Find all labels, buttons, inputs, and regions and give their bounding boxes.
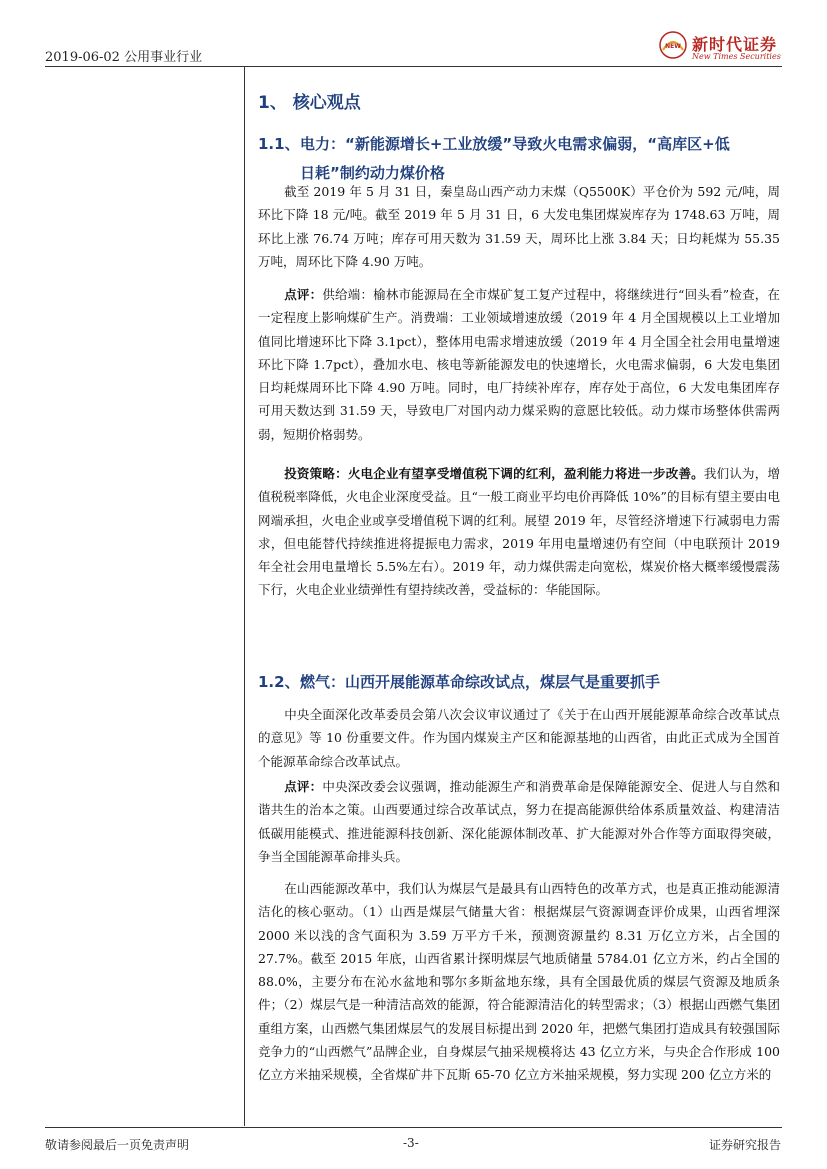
section-1-2-heading	[258, 668, 660, 696]
section-1-2-number: 1.2、	[258, 673, 300, 691]
comment-label: 点评：	[284, 779, 323, 794]
strategy-text: 我们认为，增值税税率降低，火电企业深度受益。且“一般工商业平均电价再降低 10%”的目标有望主要由电网端承担，火电企业或享受增值税下调的红利。展望 2019 年，尽管经济增速下行减弱电力需求，但电能替代持续推进将提振电力需求，2019 年用电量增速仍有空间（中电联预计 2019 年全社会用电量增长 5.5%左右）。2019 年，动力煤供需走向宽松，煤炭价格大概率缓慢震荡下行，火电企业业绩弹性有望持续改善，受益标的：华能国际。	[258, 466, 780, 598]
company-logo	[658, 30, 788, 64]
strategy-bold-text: 火电企业有望享受增值税下调的红利，盈利能力将进一步改善。	[347, 466, 704, 481]
paragraph-comment-gas	[258, 775, 780, 868]
page-number: -3-	[403, 1136, 419, 1150]
paragraph-investment-strategy	[258, 462, 780, 602]
logo-mark-icon	[658, 30, 688, 60]
header-rule	[45, 66, 782, 67]
paragraph-coalbed-methane	[258, 877, 780, 1087]
section-1-1-title-line2: 日耗”制约动力煤价格	[300, 164, 445, 182]
logo-english-name: New Times Securities	[692, 52, 781, 61]
strategy-label: 投资策略：	[284, 466, 348, 481]
section-1-1-heading	[258, 130, 730, 158]
section-1-2-title: 燃气：山西开展能源革命综改试点，煤层气是重要抓手	[300, 673, 661, 691]
paragraph-text: 截至 2019 年 5 月 31 日，秦皇岛山西产动力末煤（Q5500K）平仓价为 592 元/吨，周环比下降 18 元/吨。截至 2019 年 5 月 31 日，6 大发电集团煤炭库存为 1748.63 万吨，周环比上涨 76.74 万吨；库存可用天数为 31.59 天，周环比上涨 3.84 天；日均耗煤为 55.35 万吨，周环比下降 4.90 万吨。	[258, 184, 780, 269]
logo-chinese-name: 新时代证券	[692, 35, 778, 54]
footer-disclaimer: 敬请参阅最后一页免责声明	[45, 1138, 190, 1152]
comment-text: 中央深改委会议强调，推动能源生产和消费革命是保障能源安全、促进人与自然和谐共生的治本之策。山西要通过综合改革试点，努力在提高能源供给体系质量效益、构建清洁低碳用能模式、推进能源科技创新、深化能源体制改革、扩大能源对外合作等方面取得突破，争当全国能源革命排头兵。	[258, 779, 780, 864]
paragraph-comment-power	[258, 283, 780, 446]
header-date-sector: 2019-06-02 公用事业行业	[45, 50, 203, 65]
section-1-1-number: 1.1、	[258, 135, 300, 153]
comment-text: 供给端：榆林市能源局在全市煤矿复工复产过程中，将继续进行“回头看”检查，在一定程度上影响煤矿生产。消费端：工业领域增速放缓（2019 年 4 月全国规模以上工业增加值同比增速环比下降 3.1pct），整体用电需求增速放缓（2019 年 4 月全国全社会用电量增速环比下降 1.7pct），叠加水电、核电等新能源发电的快速增长，火电需求偏弱，6 大发电集团日均耗煤周环比下降 4.90 万吨。同时，电厂持续补库存，库存处于高位，6 大发电集团库存可用天数达到 31.59 天，导致电厂对国内动力煤采购的意愿比较低。动力煤市场整体供需两弱，短期价格弱势。	[258, 287, 780, 442]
footer-rule	[45, 1127, 782, 1128]
svg-text:NEW: NEW	[665, 43, 681, 50]
paragraph-coal-price	[258, 180, 780, 273]
section-1-1-title-line1: 电力：“新能源增长+工业放缓”导致火电需求偏弱，“高库区+低	[300, 135, 730, 153]
left-margin-rule	[244, 66, 245, 1126]
section-1-heading: 1、 核心观点	[258, 93, 361, 113]
paragraph-reform-pilot	[258, 703, 780, 773]
comment-label: 点评：	[284, 287, 323, 302]
footer-report-type: 证券研究报告	[708, 1138, 781, 1152]
paragraph-text: 中央全面深化改革委员会第八次会议审议通过了《关于在山西开展能源革命综合改革试点的意见》等 10 份重要文件。作为国内煤炭主产区和能源基地的山西省，由此正式成为全国首个能源革命综合改革试点。	[258, 707, 780, 769]
paragraph-text: 在山西能源改革中，我们认为煤层气是最具有山西特色的改革方式，也是真正推动能源清洁化的核心驱动。（1）山西是煤层气储量大省：根据煤层气资源调查评价成果，山西省埋深 2000 米以浅的含气面积为 3.59 万平方千米，预测资源量约 8.31 万亿立方米，占全国的 27.7%。截至 2015 年底，山西省累计探明煤层气地质储量 5784.01 亿立方米，约占全国的 88.0%，主要分布在沁水盆地和鄂尔多斯盆地东缘，具有全国最优质的煤层气资源及地质条件；（2）煤层气是一种清洁高效的能源，符合能源清洁化的转型需求；（3）根据山西燃气集团重组方案，山西燃气集团煤层气的发展目标提出到 2020 年，把燃气集团打造成具有较强国际竞争力的“山西燃气”品牌企业，自身煤层气抽采规模将达 43 亿立方米，与央企合作形成 100 亿立方米抽采规模，全省煤矿井下瓦斯 65-70 亿立方米抽采规模，努力实现 200 亿立方米的	[258, 881, 780, 1083]
